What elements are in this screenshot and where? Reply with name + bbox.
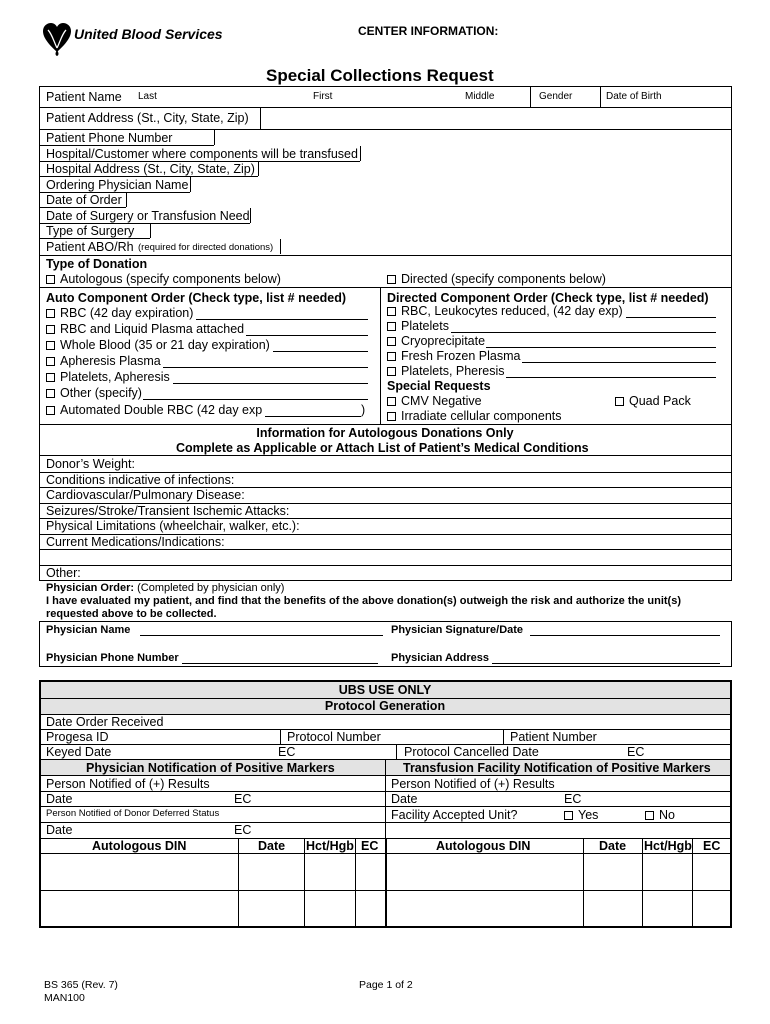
patient-row-label: Patient Phone Number — [46, 131, 173, 145]
yes-label: Yes — [578, 808, 599, 822]
field-separator — [150, 223, 151, 238]
date-header-left: Date — [258, 839, 286, 853]
field-separator — [126, 192, 127, 207]
directed-component-item[interactable] — [387, 349, 520, 363]
autologous-info-heading: Information for Autologous Donations Only — [256, 426, 514, 440]
quantity-field[interactable] — [486, 347, 716, 348]
directed-component-item[interactable] — [387, 319, 449, 333]
protocol-number-label: Protocol Number — [287, 730, 381, 744]
quad-pack-label: Quad Pack — [629, 394, 691, 408]
brand-name: United Blood Services — [74, 26, 223, 42]
checkbox-icon[interactable] — [387, 352, 396, 361]
gender-label: Gender — [539, 91, 573, 102]
patient-row-label: Patient ABO/Rh — [46, 240, 134, 254]
ubs-use-only-heading: UBS USE ONLY — [338, 683, 432, 697]
directed-component-heading: Directed Component Order (Check type, list # needed) — [387, 291, 709, 305]
physician-signature-field[interactable] — [530, 635, 720, 636]
directed-option[interactable] — [387, 272, 606, 286]
date-left-2: Date — [46, 823, 73, 837]
field-separator — [190, 177, 191, 192]
physician-notification-heading: Physician Notification of Positive Markers — [86, 761, 335, 775]
auto-component-label: Other (specify) — [60, 386, 142, 400]
auto-component-item[interactable] — [46, 306, 193, 320]
row-divider — [40, 238, 150, 239]
patient-row-label: Date of Order — [46, 193, 122, 207]
auto-component-label: Whole Blood (35 or 21 day expiration) — [60, 338, 270, 352]
accepted-no-option[interactable] — [645, 808, 675, 822]
accepted-yes-option[interactable] — [564, 808, 598, 822]
logo — [42, 22, 242, 62]
directed-component-item[interactable] — [387, 364, 505, 378]
cancelled-ec-label: EC — [627, 745, 645, 759]
checkbox-icon[interactable] — [46, 341, 55, 350]
auto-component-label: RBC (42 day expiration) — [60, 306, 194, 320]
cmv-checkbox[interactable] — [387, 397, 396, 406]
quantity-field[interactable] — [163, 367, 368, 368]
center-information: CENTER INFORMATION: — [358, 24, 499, 38]
din-header-left: Autologous DIN — [92, 839, 187, 853]
quantity-field[interactable] — [626, 317, 716, 318]
auto-component-label: Automated Double RBC (42 day exp — [60, 403, 263, 417]
checkbox-icon[interactable] — [46, 309, 55, 318]
physician-signature-label: Physician Signature/Date — [391, 624, 524, 636]
form-number: BS 365 (Rev. 7) — [44, 979, 118, 991]
irradiate-option[interactable] — [387, 409, 562, 423]
field-separator — [258, 161, 259, 176]
first-label: First — [313, 91, 333, 102]
directed-component-item[interactable] — [387, 334, 485, 348]
patient-row-label: Type of Surgery — [46, 224, 135, 238]
patient-address-label: Patient Address (St., City, State, Zip) — [46, 111, 249, 125]
field-separator — [360, 146, 361, 161]
auto-component-item[interactable] — [46, 386, 142, 400]
person-deferred-label: Person Notified of Donor Deferred Status — [46, 808, 220, 819]
medical-info-row[interactable]: Cardiovascular/Pulmonary Disease: — [46, 488, 245, 502]
medical-info-row[interactable]: Seizures/Stroke/Transient Ischemic Attacks: — [46, 503, 290, 518]
physician-order: Physician Order: (Completed by physician only) — [46, 582, 285, 594]
keyed-date-label: Keyed Date — [46, 745, 112, 759]
protocol-generation-heading: Protocol Generation — [324, 699, 446, 713]
checkbox-icon[interactable] — [46, 357, 55, 366]
cmv-label: CMV Negative — [401, 394, 482, 408]
autologous-label: Autologous (specify components below) — [60, 272, 281, 286]
medical-info-row[interactable]: Conditions indicative of infections: — [46, 472, 235, 487]
medical-info-row[interactable]: Donor’s Weight: — [46, 457, 135, 471]
quantity-field[interactable] — [451, 332, 716, 333]
ec-left-1: EC — [234, 792, 252, 806]
special-requests-heading: Special Requests — [387, 379, 491, 393]
autologous-checkbox[interactable] — [46, 275, 55, 284]
quantity-field[interactable] — [273, 351, 368, 352]
abo-note: (required for directed donations) — [138, 242, 274, 253]
auto-component-item[interactable] — [46, 322, 244, 336]
autologous-info-subheading: Complete as Applicable or Attach List of Patient’s Medical Conditions — [176, 441, 589, 455]
patient-row-label: Hospital Address (St., City, State, Zip) — [46, 162, 255, 176]
patient-number-label: Patient Number — [510, 730, 597, 744]
row-divider — [40, 145, 214, 146]
patient-name-label: Patient Name — [46, 90, 122, 104]
checkbox-icon[interactable] — [387, 337, 396, 346]
field-separator — [214, 130, 215, 145]
page-number: Page 1 of 2 — [359, 979, 413, 991]
auto-component-label: Platelets, Apheresis — [60, 370, 170, 384]
physician-statement-line1: I have evaluated my patient, and find that the benefits of the above donation(s) outweigh the risk and authorize the unit(s) — [46, 595, 682, 607]
row-divider — [40, 129, 731, 130]
auto-close-paren: ) — [361, 403, 366, 417]
quantity-field[interactable] — [265, 416, 361, 417]
row-divider — [40, 565, 731, 566]
physician-phone-field[interactable] — [182, 663, 378, 664]
auto-component-item[interactable] — [46, 403, 262, 417]
checkbox-icon[interactable] — [387, 367, 396, 376]
protocol-cancelled-label: Protocol Cancelled Date — [404, 745, 539, 759]
ec-header-right: EC — [703, 839, 721, 853]
last-label: Last — [138, 91, 157, 102]
date-left-1: Date — [46, 792, 73, 806]
checkbox-icon[interactable] — [46, 325, 55, 334]
auto-component-label: Apheresis Plasma — [60, 354, 161, 368]
man-number: MAN100 — [44, 992, 85, 1004]
checkbox-icon[interactable] — [46, 373, 55, 382]
date-header-right: Date — [599, 839, 627, 853]
ec-right-1: EC — [564, 792, 582, 806]
directed-label: Directed (specify components below) — [401, 272, 606, 286]
dob-label: Date of Birth — [606, 91, 662, 102]
irradiate-label: Irradiate cellular components — [401, 409, 562, 423]
quantity-field[interactable] — [522, 362, 716, 363]
quantity-field[interactable] — [506, 377, 716, 378]
directed-checkbox[interactable] — [387, 275, 396, 284]
patient-row-label: Date of Surgery or Transfusion Need — [46, 209, 250, 223]
hcthgb-header-left: Hct/Hgb — [306, 839, 354, 853]
checkbox-icon[interactable] — [387, 322, 396, 331]
row-divider — [40, 176, 258, 177]
auto-component-item[interactable] — [46, 354, 161, 368]
no-label: No — [659, 808, 675, 822]
physician-name-field[interactable] — [140, 635, 383, 636]
transfusion-notification-heading: Transfusion Facility Notification of Positive Markers — [403, 761, 711, 775]
heart-drop-icon — [42, 22, 72, 60]
quantity-field[interactable] — [173, 383, 368, 384]
progesa-id-label: Progesa ID — [46, 730, 109, 744]
page-title: Special Collections Request — [266, 66, 494, 85]
din-header-right: Autologous DIN — [436, 839, 531, 853]
quantity-field[interactable] — [143, 399, 368, 400]
directed-component-label: Fresh Frozen Plasma — [401, 349, 521, 363]
checkbox-icon[interactable] — [46, 389, 55, 398]
field-separator — [250, 208, 251, 223]
physician-statement-line2: requested above to be collected. — [46, 608, 217, 620]
auto-component-heading: Auto Component Order (Check type, list # needed) — [46, 291, 347, 305]
hcthgb-header-right: Hct/Hgb — [644, 839, 692, 853]
quantity-field[interactable] — [196, 319, 368, 320]
checkbox-icon[interactable] — [387, 307, 396, 316]
row-divider — [40, 549, 731, 550]
medical-info-row[interactable]: Current Medications/Indications: — [46, 534, 225, 549]
quad-pack-checkbox[interactable] — [615, 397, 624, 406]
medical-info-row[interactable]: Physical Limitations (wheelchair, walker, etc.): — [46, 519, 300, 533]
person-notified-right: Person Notified of (+) Results — [391, 777, 555, 791]
ec-header-left: EC — [361, 839, 379, 853]
date-order-received-label: Date Order Received — [46, 715, 164, 729]
physician-phone-label: Physician Phone Number — [46, 652, 179, 664]
medical-info-row[interactable]: Other: — [46, 565, 81, 580]
physician-address-field[interactable] — [492, 663, 720, 664]
row-divider — [40, 207, 126, 208]
checkbox-icon[interactable] — [46, 406, 55, 415]
ec-left-2: EC — [234, 823, 252, 837]
patient-row-label: Hospital/Customer where components will be transfused — [46, 147, 358, 161]
patient-row-label: Ordering Physician Name — [46, 178, 189, 192]
auto-component-item[interactable] — [46, 338, 270, 352]
physician-address-label: Physician Address — [391, 652, 490, 664]
middle-label: Middle — [465, 91, 495, 102]
physician-name-label: Physician Name — [46, 624, 131, 636]
directed-component-label: Platelets — [401, 319, 449, 333]
yes-checkbox[interactable] — [564, 811, 573, 820]
quantity-field[interactable] — [246, 335, 368, 336]
person-notified-left: Person Notified of (+) Results — [46, 777, 210, 791]
quad-pack-option[interactable] — [615, 394, 691, 408]
directed-component-label: RBC, Leukocytes reduced, (42 day exp) — [401, 304, 623, 318]
auto-component-item[interactable] — [46, 370, 170, 384]
type-of-donation-heading: Type of Donation — [46, 257, 148, 271]
directed-component-label: Cryoprecipitate — [401, 334, 486, 348]
no-checkbox[interactable] — [645, 811, 654, 820]
irradiate-checkbox[interactable] — [387, 412, 396, 421]
directed-component-item[interactable] — [387, 304, 623, 318]
auto-component-label: RBC and Liquid Plasma attached — [60, 322, 245, 336]
date-right-1: Date — [391, 792, 418, 806]
keyed-ec-label: EC — [278, 745, 296, 759]
directed-component-label: Platelets, Pheresis — [401, 364, 505, 378]
autologous-option[interactable] — [46, 272, 281, 286]
cmv-negative-option[interactable] — [387, 394, 482, 408]
facility-accepted-label: Facility Accepted Unit? — [391, 808, 518, 822]
field-separator — [280, 239, 281, 254]
